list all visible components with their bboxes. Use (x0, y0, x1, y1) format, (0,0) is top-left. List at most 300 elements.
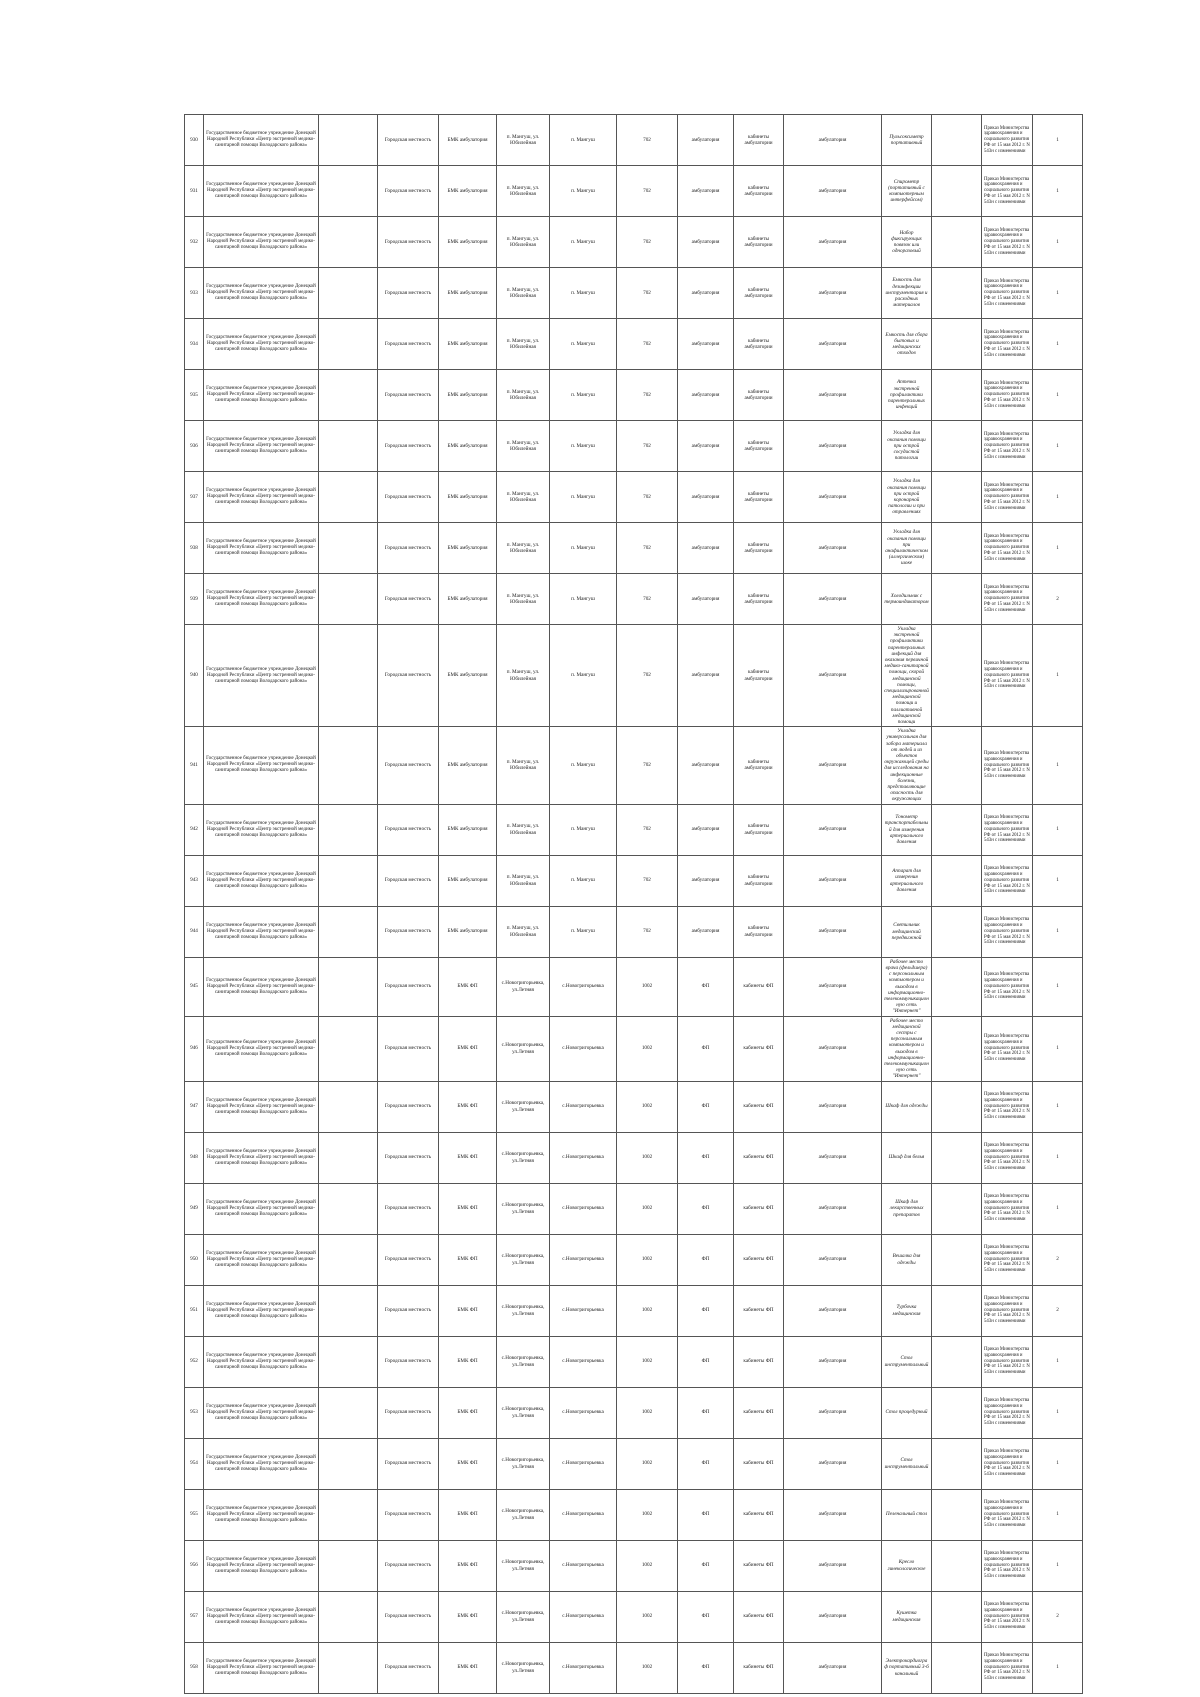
empty-cell (932, 319, 982, 370)
order-cell: Приказ Министерства здравоохранения и социального развития РФ от 15 мая 2012 г. N 543н с изменениями (982, 574, 1033, 625)
settlement-cell: п. Мангуш (550, 523, 617, 574)
code-cell: 1002 (617, 1081, 678, 1132)
department-cell: амбулатория (784, 268, 882, 319)
quantity-cell: 1 (1033, 1642, 1083, 1693)
room-cell: кабинеты амбулатории (734, 727, 784, 804)
code-cell: 1002 (617, 1285, 678, 1336)
department-cell: амбулатория (784, 906, 882, 957)
row-number-cell: 954 (185, 1438, 204, 1489)
facility-type-cell: ФП (678, 1336, 734, 1387)
equipment-cell: Кресло гинекологическое (882, 1540, 932, 1591)
quantity-cell: 1 (1033, 1438, 1083, 1489)
row-number-cell: 932 (185, 217, 204, 268)
unit-cell: БМК амбулатория (439, 472, 497, 523)
institution-cell: Государственное бюджетное учреждение Донецкой Народной Республики «Центр экстренной медико-санитарной помощи Володарского района» (204, 855, 319, 906)
settlement-cell: п. Мангуш (550, 421, 617, 472)
room-cell: кабинеты ФП (734, 1183, 784, 1234)
quantity-cell: 1 (1033, 523, 1083, 574)
empty-cell (319, 1642, 378, 1693)
order-cell: Приказ Министерства здравоохранения и социального развития РФ от 15 мая 2012 г. N 543н с изменениями (982, 804, 1033, 855)
empty-cell (319, 906, 378, 957)
empty-cell (932, 217, 982, 268)
settlement-cell: с.Новогригорьевка (550, 1387, 617, 1438)
institution-cell: Государственное бюджетное учреждение Донецкой Народной Республики «Центр экстренной медико-санитарной помощи Володарского района» (204, 1081, 319, 1132)
unit-cell: БМК ФП (439, 1642, 497, 1693)
order-cell: Приказ Министерства здравоохранения и социального развития РФ от 15 мая 2012 г. N 543н с изменениями (982, 319, 1033, 370)
institution-cell: Государственное бюджетное учреждение Донецкой Народной Республики «Центр экстренной медико-санитарной помощи Володарского района» (204, 1183, 319, 1234)
quantity-cell: 1 (1033, 727, 1083, 804)
equipment-cell: Вешалка для одежды (882, 1234, 932, 1285)
unit-cell: БМК ФП (439, 1016, 497, 1081)
empty-cell (319, 957, 378, 1016)
table-row (185, 1132, 1083, 1183)
address-cell: с.Новогригорьевка, ул.Летняя (497, 1016, 550, 1081)
code-cell: 702 (617, 906, 678, 957)
equipment-cell: Укладка для оказания помощи при острой коронарной патологии и при отравлениях (882, 472, 932, 523)
area-cell: Городская местность (378, 1183, 439, 1234)
address-cell: п. Мангуш, ул. Юбилейная (497, 217, 550, 268)
institution-cell: Государственное бюджетное учреждение Донецкой Народной Республики «Центр экстренной медико-санитарной помощи Володарского района» (204, 1642, 319, 1693)
empty-cell (319, 625, 378, 727)
address-cell: п. Мангуш, ул. Юбилейная (497, 523, 550, 574)
institution-cell: Государственное бюджетное учреждение Донецкой Народной Республики «Центр экстренной медико-санитарной помощи Володарского района» (204, 1438, 319, 1489)
quantity-cell: 1 (1033, 217, 1083, 268)
department-cell: амбулатория (784, 472, 882, 523)
code-cell: 1002 (617, 1540, 678, 1591)
equipment-cell: Аптечка экстренной профилактики парентеральных инфекций (882, 370, 932, 421)
facility-type-cell: ФП (678, 1016, 734, 1081)
order-cell: Приказ Министерства здравоохранения и социального развития РФ от 15 мая 2012 г. N 543н с изменениями (982, 1081, 1033, 1132)
quantity-cell: 1 (1033, 421, 1083, 472)
facility-type-cell: амбулатория (678, 166, 734, 217)
row-number-cell: 956 (185, 1540, 204, 1591)
address-cell: п. Мангуш, ул. Юбилейная (497, 115, 550, 166)
room-cell: кабинеты ФП (734, 1234, 784, 1285)
code-cell: 702 (617, 523, 678, 574)
room-cell: кабинеты амбулатории (734, 217, 784, 268)
row-number-cell: 946 (185, 1016, 204, 1081)
address-cell: п. Мангуш, ул. Юбилейная (497, 855, 550, 906)
empty-cell (932, 1642, 982, 1693)
address-cell: п. Мангуш, ул. Юбилейная (497, 727, 550, 804)
institution-cell: Государственное бюджетное учреждение Донецкой Народной Республики «Центр экстренной медико-санитарной помощи Володарского района» (204, 906, 319, 957)
area-cell: Городская местность (378, 1132, 439, 1183)
empty-cell (319, 370, 378, 421)
table-row (185, 1285, 1083, 1336)
settlement-cell: п. Мангуш (550, 855, 617, 906)
room-cell: кабинеты ФП (734, 1016, 784, 1081)
equipment-cell: Шкаф для белья (882, 1132, 932, 1183)
address-cell: п. Мангуш, ул. Юбилейная (497, 268, 550, 319)
area-cell: Городская местность (378, 319, 439, 370)
table-row (185, 166, 1083, 217)
institution-cell: Государственное бюджетное учреждение Донецкой Народной Республики «Центр экстренной медико-санитарной помощи Володарского района» (204, 1285, 319, 1336)
quantity-cell: 1 (1033, 319, 1083, 370)
empty-cell (932, 1387, 982, 1438)
facility-type-cell: ФП (678, 957, 734, 1016)
equipment-cell: Набор фиксирующих повязок или одноразовый (882, 217, 932, 268)
table-row (185, 1183, 1083, 1234)
unit-cell: БМК амбулатория (439, 804, 497, 855)
empty-cell (319, 166, 378, 217)
facility-type-cell: амбулатория (678, 727, 734, 804)
unit-cell: БМК амбулатория (439, 268, 497, 319)
order-cell: Приказ Министерства здравоохранения и социального развития РФ от 15 мая 2012 г. N 543н с изменениями (982, 906, 1033, 957)
code-cell: 1002 (617, 1591, 678, 1642)
institution-cell: Государственное бюджетное учреждение Донецкой Народной Республики «Центр экстренной медико-санитарной помощи Володарского района» (204, 804, 319, 855)
facility-type-cell: амбулатория (678, 523, 734, 574)
row-number-cell: 955 (185, 1489, 204, 1540)
address-cell: п. Мангуш, ул. Юбилейная (497, 625, 550, 727)
room-cell: кабинеты ФП (734, 1336, 784, 1387)
table-row (185, 319, 1083, 370)
room-cell: кабинеты амбулатории (734, 804, 784, 855)
empty-cell (932, 1540, 982, 1591)
room-cell: кабинеты ФП (734, 1081, 784, 1132)
settlement-cell: с.Новогригорьевка (550, 1285, 617, 1336)
code-cell: 1002 (617, 1489, 678, 1540)
empty-cell (319, 1183, 378, 1234)
area-cell: Городская местность (378, 1642, 439, 1693)
empty-cell (932, 268, 982, 319)
code-cell: 702 (617, 268, 678, 319)
table-row (185, 1438, 1083, 1489)
area-cell: Городская местность (378, 1081, 439, 1132)
address-cell: с.Новогригорьевка, ул.Летняя (497, 1540, 550, 1591)
address-cell: с.Новогригорьевка, ул.Летняя (497, 1285, 550, 1336)
quantity-cell: 1 (1033, 957, 1083, 1016)
settlement-cell: с.Новогригорьевка (550, 957, 617, 1016)
area-cell: Городская местность (378, 370, 439, 421)
institution-cell: Государственное бюджетное учреждение Донецкой Народной Республики «Центр экстренной медико-санитарной помощи Володарского района» (204, 1016, 319, 1081)
empty-cell (319, 472, 378, 523)
empty-cell (932, 1132, 982, 1183)
facility-type-cell: амбулатория (678, 370, 734, 421)
institution-cell: Государственное бюджетное учреждение Донецкой Народной Республики «Центр экстренной медико-санитарной помощи Володарского района» (204, 166, 319, 217)
unit-cell: БМК ФП (439, 1387, 497, 1438)
facility-type-cell: амбулатория (678, 574, 734, 625)
facility-type-cell: амбулатория (678, 906, 734, 957)
empty-cell (932, 1016, 982, 1081)
empty-cell (932, 1285, 982, 1336)
address-cell: п. Мангуш, ул. Юбилейная (497, 319, 550, 370)
unit-cell: БМК амбулатория (439, 574, 497, 625)
address-cell: с.Новогригорьевка, ул.Летняя (497, 1438, 550, 1489)
equipment-cell: Укладка экстренной профилактики парентеральных инфекций для оказания первичной медико-санитарной помощи, скорой медицинской помощи, специализированной медицинской помощи и паллиативной медицинской помощи (882, 625, 932, 727)
unit-cell: БМК амбулатория (439, 217, 497, 268)
table-row (185, 1234, 1083, 1285)
code-cell: 1002 (617, 1234, 678, 1285)
area-cell: Городская местность (378, 1438, 439, 1489)
facility-type-cell: ФП (678, 1183, 734, 1234)
room-cell: кабинеты амбулатории (734, 115, 784, 166)
table-row (185, 625, 1083, 727)
settlement-cell: с.Новогригорьевка (550, 1183, 617, 1234)
empty-cell (319, 1081, 378, 1132)
address-cell: п. Мангуш, ул. Юбилейная (497, 804, 550, 855)
institution-cell: Государственное бюджетное учреждение Донецкой Народной Республики «Центр экстренной медико-санитарной помощи Володарского района» (204, 1132, 319, 1183)
equipment-cell: Светильник медицинский передвижной (882, 906, 932, 957)
row-number-cell: 934 (185, 319, 204, 370)
order-cell: Приказ Министерства здравоохранения и социального развития РФ от 15 мая 2012 г. N 543н с изменениями (982, 115, 1033, 166)
room-cell: кабинеты амбулатории (734, 625, 784, 727)
department-cell: амбулатория (784, 625, 882, 727)
address-cell: п. Мангуш, ул. Юбилейная (497, 906, 550, 957)
area-cell: Городская местность (378, 957, 439, 1016)
row-number-cell: 952 (185, 1336, 204, 1387)
code-cell: 1002 (617, 1387, 678, 1438)
row-number-cell: 941 (185, 727, 204, 804)
area-cell: Городская местность (378, 1591, 439, 1642)
table-row (185, 217, 1083, 268)
table-row (185, 1642, 1083, 1693)
row-number-cell: 933 (185, 268, 204, 319)
table-body (185, 115, 1083, 1694)
empty-cell (932, 855, 982, 906)
empty-cell (319, 319, 378, 370)
settlement-cell: с.Новогригорьевка (550, 1016, 617, 1081)
order-cell: Приказ Министерства здравоохранения и социального развития РФ от 15 мая 2012 г. N 543н с изменениями (982, 1438, 1033, 1489)
institution-cell: Государственное бюджетное учреждение Донецкой Народной Республики «Центр экстренной медико-санитарной помощи Володарского района» (204, 1489, 319, 1540)
empty-cell (319, 115, 378, 166)
empty-cell (319, 268, 378, 319)
room-cell: кабинеты амбулатории (734, 574, 784, 625)
row-number-cell: 935 (185, 370, 204, 421)
table-row (185, 1591, 1083, 1642)
order-cell: Приказ Министерства здравоохранения и социального развития РФ от 15 мая 2012 г. N 543н с изменениями (982, 957, 1033, 1016)
department-cell: амбулатория (784, 1591, 882, 1642)
code-cell: 702 (617, 115, 678, 166)
unit-cell: БМК амбулатория (439, 855, 497, 906)
code-cell: 1002 (617, 957, 678, 1016)
unit-cell: БМК ФП (439, 1132, 497, 1183)
code-cell: 702 (617, 804, 678, 855)
code-cell: 702 (617, 370, 678, 421)
table-row (185, 957, 1083, 1016)
institution-cell: Государственное бюджетное учреждение Донецкой Народной Республики «Центр экстренной медико-санитарной помощи Володарского района» (204, 217, 319, 268)
equipment-cell: Укладка для оказания помощи при анафилактическом (аллергическом) шоке (882, 523, 932, 574)
order-cell: Приказ Министерства здравоохранения и социального развития РФ от 15 мая 2012 г. N 543н с изменениями (982, 472, 1033, 523)
department-cell: амбулатория (784, 957, 882, 1016)
order-cell: Приказ Министерства здравоохранения и социального развития РФ от 15 мая 2012 г. N 543н с изменениями (982, 370, 1033, 421)
equipment-cell: Пеленальный стол (882, 1489, 932, 1540)
room-cell: кабинеты ФП (734, 1540, 784, 1591)
empty-cell (932, 115, 982, 166)
quantity-cell: 1 (1033, 370, 1083, 421)
equipment-cell: Стол инструментальный (882, 1438, 932, 1489)
department-cell: амбулатория (784, 1489, 882, 1540)
unit-cell: БМК амбулатория (439, 319, 497, 370)
unit-cell: БМК амбулатория (439, 115, 497, 166)
quantity-cell: 1 (1033, 166, 1083, 217)
table-row (185, 421, 1083, 472)
area-cell: Городская местность (378, 855, 439, 906)
row-number-cell: 938 (185, 523, 204, 574)
table-row (185, 906, 1083, 957)
area-cell: Городская местность (378, 1489, 439, 1540)
row-number-cell: 943 (185, 855, 204, 906)
facility-type-cell: ФП (678, 1489, 734, 1540)
unit-cell: БМК ФП (439, 1336, 497, 1387)
area-cell: Городская местность (378, 906, 439, 957)
empty-cell (319, 1285, 378, 1336)
room-cell: кабинеты ФП (734, 1438, 784, 1489)
settlement-cell: с.Новогригорьевка (550, 1234, 617, 1285)
area-cell: Городская местность (378, 1285, 439, 1336)
table-row (185, 1081, 1083, 1132)
row-number-cell: 957 (185, 1591, 204, 1642)
row-number-cell: 937 (185, 472, 204, 523)
order-cell: Приказ Министерства здравоохранения и социального развития РФ от 15 мая 2012 г. N 543н с изменениями (982, 1132, 1033, 1183)
address-cell: с.Новогригорьевка, ул.Летняя (497, 1591, 550, 1642)
area-cell: Городская местность (378, 1234, 439, 1285)
order-cell: Приказ Министерства здравоохранения и социального развития РФ от 15 мая 2012 г. N 543н с изменениями (982, 1234, 1033, 1285)
area-cell: Городская местность (378, 166, 439, 217)
institution-cell: Государственное бюджетное учреждение Донецкой Народной Республики «Центр экстренной медико-санитарной помощи Володарского района» (204, 1540, 319, 1591)
row-number-cell: 958 (185, 1642, 204, 1693)
equipment-cell: Укладка для оказания помощи при острой сосудистой патологии (882, 421, 932, 472)
empty-cell (319, 1387, 378, 1438)
order-cell: Приказ Министерства здравоохранения и социального развития РФ от 15 мая 2012 г. N 543н с изменениями (982, 1642, 1033, 1693)
facility-type-cell: ФП (678, 1387, 734, 1438)
department-cell: амбулатория (784, 166, 882, 217)
table-row (185, 1540, 1083, 1591)
area-cell: Городская местность (378, 574, 439, 625)
quantity-cell: 2 (1033, 1234, 1083, 1285)
empty-cell (932, 523, 982, 574)
room-cell: кабинеты амбулатории (734, 370, 784, 421)
room-cell: кабинеты амбулатории (734, 523, 784, 574)
facility-type-cell: ФП (678, 1285, 734, 1336)
empty-cell (932, 1081, 982, 1132)
code-cell: 702 (617, 319, 678, 370)
order-cell: Приказ Министерства здравоохранения и социального развития РФ от 15 мая 2012 г. N 543н с изменениями (982, 855, 1033, 906)
facility-type-cell: ФП (678, 1081, 734, 1132)
area-cell: Городская местность (378, 523, 439, 574)
order-cell: Приказ Министерства здравоохранения и социального развития РФ от 15 мая 2012 г. N 543н с изменениями (982, 268, 1033, 319)
address-cell: с.Новогригорьевка, ул.Летняя (497, 1183, 550, 1234)
row-number-cell: 951 (185, 1285, 204, 1336)
quantity-cell: 1 (1033, 1132, 1083, 1183)
facility-type-cell: ФП (678, 1132, 734, 1183)
settlement-cell: с.Новогригорьевка (550, 1591, 617, 1642)
empty-cell (319, 1336, 378, 1387)
settlement-cell: с.Новогригорьевка (550, 1438, 617, 1489)
address-cell: с.Новогригорьевка, ул.Летняя (497, 1234, 550, 1285)
area-cell: Городская местность (378, 1336, 439, 1387)
unit-cell: БМК ФП (439, 1285, 497, 1336)
unit-cell: БМК амбулатория (439, 906, 497, 957)
row-number-cell: 942 (185, 804, 204, 855)
department-cell: амбулатория (784, 1642, 882, 1693)
row-number-cell: 936 (185, 421, 204, 472)
area-cell: Городская местность (378, 472, 439, 523)
settlement-cell: п. Мангуш (550, 906, 617, 957)
row-number-cell: 948 (185, 1132, 204, 1183)
empty-cell (319, 523, 378, 574)
equipment-cell: Аппарат для измерения артериального давления (882, 855, 932, 906)
empty-cell (932, 1336, 982, 1387)
equipment-cell: Укладка универсальная для забора материала от людей и из объектов окружающей среды для исследования на инфекционные болезни, представляющие опасность для окружающих (882, 727, 932, 804)
institution-cell: Государственное бюджетное учреждение Донецкой Народной Республики «Центр экстренной медико-санитарной помощи Володарского района» (204, 574, 319, 625)
room-cell: кабинеты ФП (734, 957, 784, 1016)
empty-cell (932, 370, 982, 421)
department-cell: амбулатория (784, 1336, 882, 1387)
quantity-cell: 2 (1033, 1591, 1083, 1642)
facility-type-cell: амбулатория (678, 804, 734, 855)
facility-type-cell: амбулатория (678, 217, 734, 268)
equipment-cell: Холодильник с термоиндикатором (882, 574, 932, 625)
institution-cell: Государственное бюджетное учреждение Донецкой Народной Республики «Центр экстренной медико-санитарной помощи Володарского района» (204, 957, 319, 1016)
facility-type-cell: амбулатория (678, 625, 734, 727)
area-cell: Городская местность (378, 1387, 439, 1438)
table-row (185, 1489, 1083, 1540)
department-cell: амбулатория (784, 370, 882, 421)
address-cell: п. Мангуш, ул. Юбилейная (497, 574, 550, 625)
unit-cell: БМК ФП (439, 1234, 497, 1285)
table-row (185, 115, 1083, 166)
department-cell: амбулатория (784, 1540, 882, 1591)
area-cell: Городская местность (378, 1540, 439, 1591)
equipment-cell: Стол инструментальный (882, 1336, 932, 1387)
department-cell: амбулатория (784, 1285, 882, 1336)
code-cell: 702 (617, 625, 678, 727)
address-cell: п. Мангуш, ул. Юбилейная (497, 421, 550, 472)
table-row (185, 727, 1083, 804)
quantity-cell: 1 (1033, 1016, 1083, 1081)
institution-cell: Государственное бюджетное учреждение Донецкой Народной Республики «Центр экстренной медико-санитарной помощи Володарского района» (204, 1234, 319, 1285)
unit-cell: БМК ФП (439, 1081, 497, 1132)
empty-cell (932, 906, 982, 957)
row-number-cell: 939 (185, 574, 204, 625)
unit-cell: БМК ФП (439, 1183, 497, 1234)
room-cell: кабинеты ФП (734, 1489, 784, 1540)
order-cell: Приказ Министерства здравоохранения и социального развития РФ от 15 мая 2012 г. N 543н с изменениями (982, 1489, 1033, 1540)
address-cell: с.Новогригорьевка, ул.Летняя (497, 1132, 550, 1183)
empty-cell (319, 217, 378, 268)
institution-cell: Государственное бюджетное учреждение Донецкой Народной Республики «Центр экстренной медико-санитарной помощи Володарского района» (204, 472, 319, 523)
area-cell: Городская местность (378, 217, 439, 268)
department-cell: амбулатория (784, 1234, 882, 1285)
order-cell: Приказ Министерства здравоохранения и социального развития РФ от 15 мая 2012 г. N 543н с изменениями (982, 523, 1033, 574)
room-cell: кабинеты ФП (734, 1132, 784, 1183)
department-cell: амбулатория (784, 855, 882, 906)
department-cell: амбулатория (784, 319, 882, 370)
room-cell: кабинеты амбулатории (734, 319, 784, 370)
equipment-cell: Емкость для сбора бытовых и медицинских отходов (882, 319, 932, 370)
order-cell: Приказ Министерства здравоохранения и социального развития РФ от 15 мая 2012 г. N 543н с изменениями (982, 217, 1033, 268)
row-number-cell: 953 (185, 1387, 204, 1438)
unit-cell: БМК ФП (439, 957, 497, 1016)
institution-cell: Государственное бюджетное учреждение Донецкой Народной Республики «Центр экстренной медико-санитарной помощи Володарского района» (204, 1336, 319, 1387)
quantity-cell: 1 (1033, 1081, 1083, 1132)
code-cell: 702 (617, 166, 678, 217)
facility-type-cell: амбулатория (678, 115, 734, 166)
empty-cell (319, 1591, 378, 1642)
department-cell: амбулатория (784, 217, 882, 268)
table-row (185, 574, 1083, 625)
table-row (185, 472, 1083, 523)
equipment-cell: Емкость для дезинфекции инструментария и расходных материалов (882, 268, 932, 319)
equipment-cell: Кушетка медицинская (882, 1591, 932, 1642)
code-cell: 702 (617, 217, 678, 268)
address-cell: с.Новогригорьевка, ул.Летняя (497, 1489, 550, 1540)
address-cell: с.Новогригорьевка, ул.Летняя (497, 1642, 550, 1693)
address-cell: п. Мангуш, ул. Юбилейная (497, 166, 550, 217)
facility-type-cell: амбулатория (678, 855, 734, 906)
empty-cell (932, 804, 982, 855)
code-cell: 1002 (617, 1132, 678, 1183)
